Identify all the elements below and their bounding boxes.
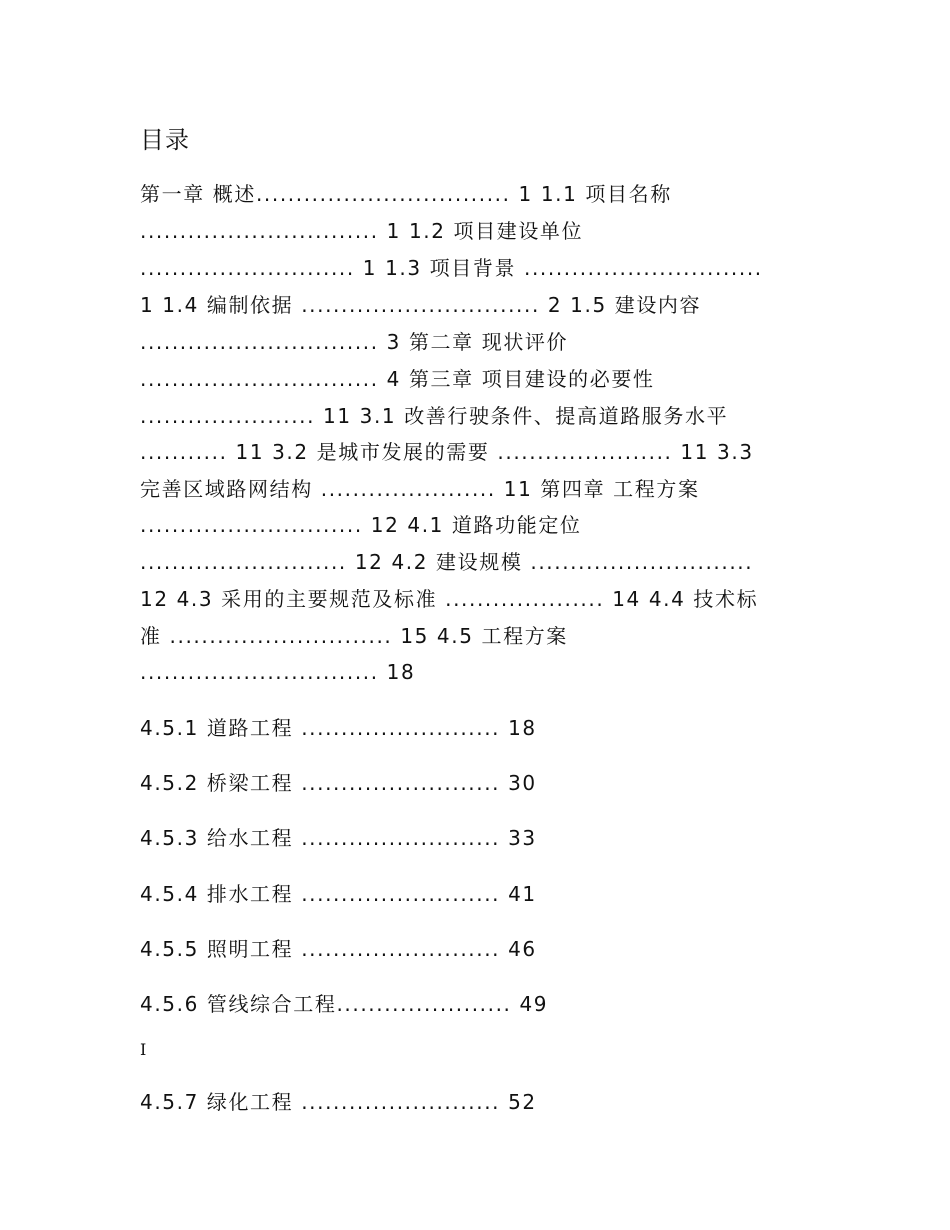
toc-entry: 4.5.6 管线综合工程...................... 49 (140, 992, 549, 1016)
toc-entry: 4.5.1 道路工程 ......................... 18 (140, 716, 537, 740)
toc-flow-line: ............................ 12 4.1 道路功能定位 (140, 513, 582, 537)
toc-flow-line: .............................. 3 第二章 现状评价 (140, 330, 569, 354)
toc-flow-line: .............................. 4 第三章 项目建设的必要性 (140, 367, 655, 391)
toc-entry: 4.5.7 绿化工程 ......................... 52 (140, 1090, 537, 1114)
toc-entry: 4.5.3 给水工程 ......................... 33 (140, 826, 537, 850)
toc-flow-line: ........... 11 3.2 是城市发展的需要 ...................... 11 3.3 (140, 440, 754, 464)
toc-flow-line: 12 4.3 采用的主要规范及标准 .................... 14 4.4 技术标 (140, 587, 759, 611)
toc-flow-line: ...................... 11 3.1 改善行驶条件、提高道路服务水平 (140, 404, 729, 428)
toc-flow-line: 完善区域路网结构 ...................... 11 第四章 工程方案 (140, 477, 700, 501)
toc-flow-line: ........................... 1 1.3 项目背景 .............................. (140, 256, 763, 280)
page-number: I (140, 1040, 147, 1059)
toc-flow-line: 第一章 概述................................ 1 1.1 项目名称 (140, 182, 672, 206)
toc-flow-line: .............................. 18 (140, 660, 416, 684)
toc-flow-line: 准 ............................ 15 4.5 工程方案 (140, 624, 568, 648)
toc-entry: 4.5.5 照明工程 ......................... 46 (140, 937, 537, 961)
toc-entry: 4.5.4 排水工程 ......................... 41 (140, 882, 537, 906)
toc-flow-line: 1 1.4 编制依据 .............................. 2 1.5 建设内容 (140, 293, 702, 317)
toc-title: 目录 (140, 126, 190, 154)
toc-flow-line: .......................... 12 4.2 建设规模 ............................ (140, 550, 754, 574)
toc-entry: 4.5.2 桥梁工程 ......................... 30 (140, 771, 537, 795)
toc-flow-line: .............................. 1 1.2 项目建设单位 (140, 219, 584, 243)
